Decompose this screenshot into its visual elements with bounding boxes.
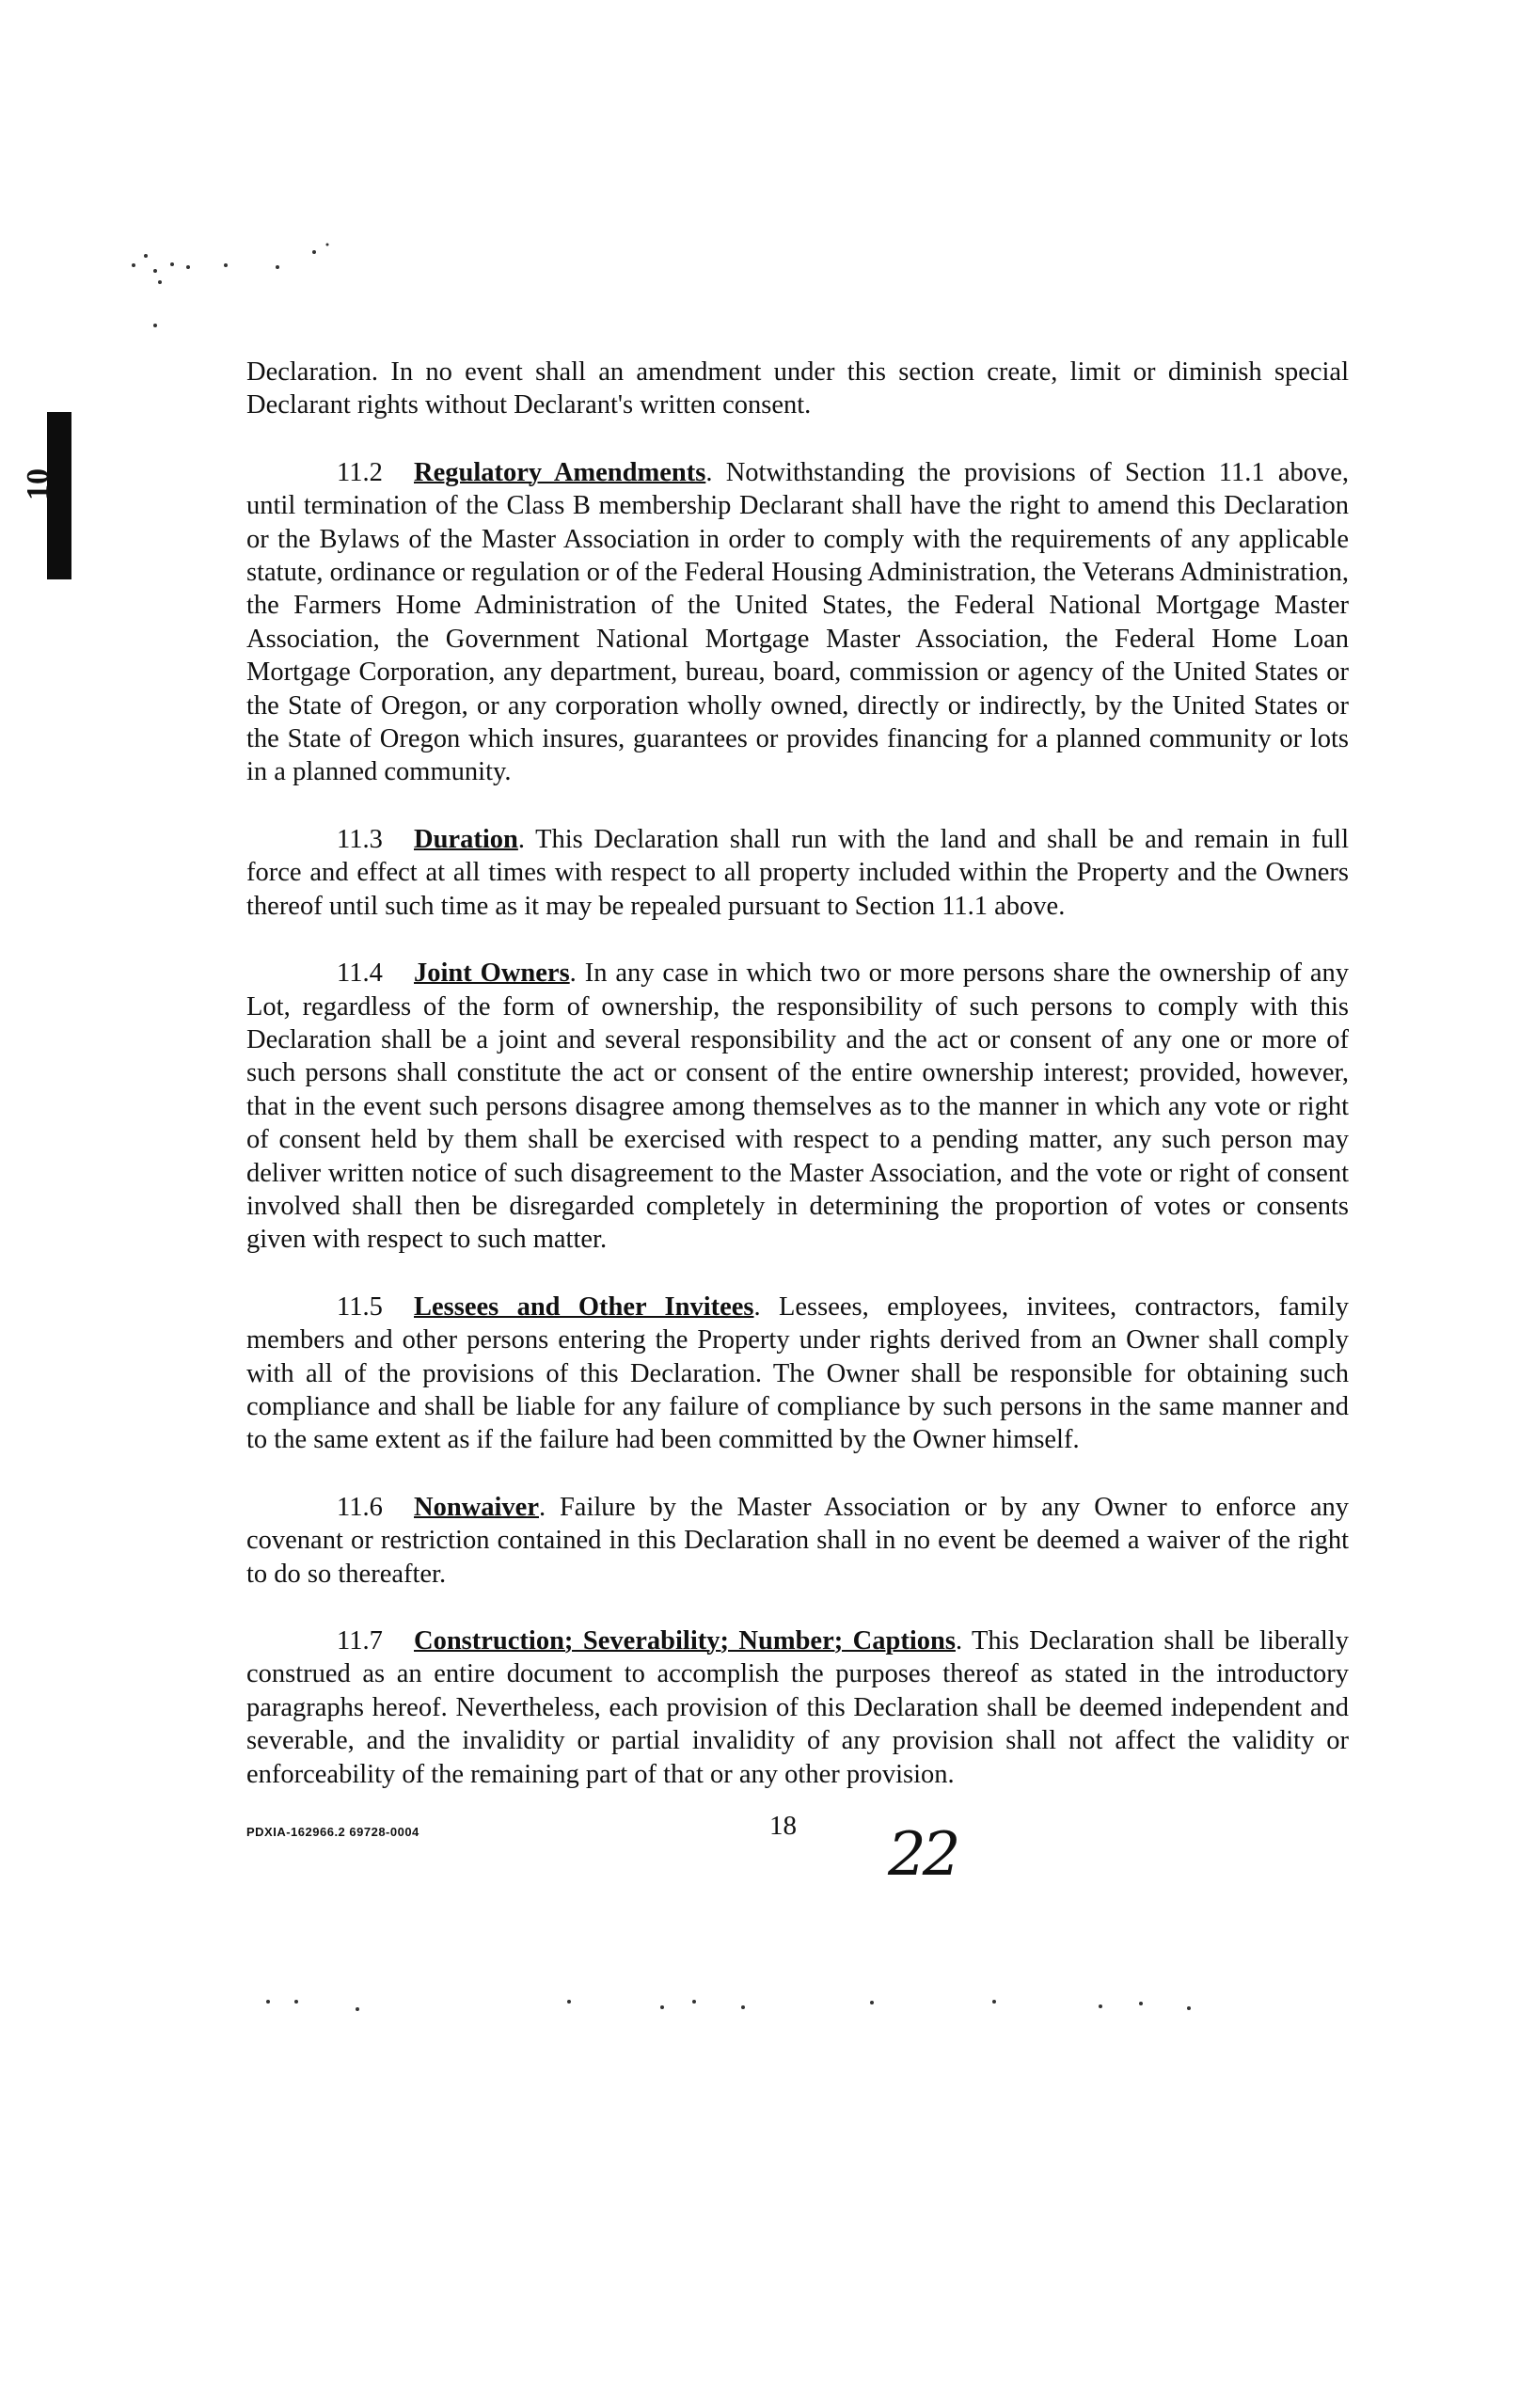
section-heading: Construction; Severability; Number; Captions (414, 1626, 956, 1656)
section-number: 11.7 (337, 1626, 383, 1656)
document-body (246, 356, 1349, 1825)
section-number: 11.6 (337, 1492, 383, 1522)
section-number: 11.5 (337, 1291, 383, 1322)
section-text: . This Declaration shall run with the land and shall be and remain in full force and effect at all times with respect to all property included within the Property and the Owners thereof until such time as it may be repealed pursuant to Section 11.1 above. (246, 824, 1349, 921)
section-11-6 (246, 1491, 1349, 1591)
section-11-4 (246, 957, 1349, 1257)
section-heading: Nonwaiver (414, 1492, 539, 1522)
section-heading: Lessees and Other Invitees (414, 1291, 754, 1322)
document-code: PDXIA-162966.2 69728-0004 (246, 1825, 419, 1839)
section-number: 11.3 (337, 824, 383, 854)
handwritten-page-number: 22 (888, 1820, 957, 1890)
section-text: . This Declaration shall be liberally construed as an entire document to accomplish the purposes thereof as stated in the introductory paragraphs hereof. Nevertheless, each provision of this Declaration shall be deemed independent and severable, and the invalidity or partial invalidity of any provision shall not affect the validity or enforceability of the remaining part of that or any other provision. (246, 1626, 1349, 1789)
section-text: . Notwithstanding the provisions of Section 11.1 above, until termination of the Class B membership Declarant shall have the right to amend this Declaration or the Bylaws of the Master Association in order to comply with the requirements of any applicable statute, ordinance or regulation or of the Federal Housing Administration, the Veterans Administration, the Farmers Home Administration of the United States, the Federal National Mortgage Master Association, the Government National Mortgage Master Association, the Federal Home Loan Mortgage Corporation, any department, bureau, board, commission or agency of the United States or the State of Oregon, or any corporation wholly owned, directly or indirectly, by the United States or the State of Oregon which insures, guarantees or provides financing for a planned community or lots in a planned community. (246, 457, 1349, 787)
section-heading: Joint Owners (414, 958, 570, 989)
section-number: 11.2 (337, 457, 383, 487)
page-number: 18 (769, 1811, 797, 1841)
section-heading: Duration (414, 824, 518, 854)
section-11-2 (246, 456, 1349, 789)
section-number: 11.4 (337, 958, 383, 989)
section-text: . In any case in which two or more persons share the ownership of any Lot, regardless of the form of ownership, the responsibility of such persons to comply with this Declaration shall be a joint and several responsibility and the act or consent of any one or more of such persons shall constitute the act or consent of the entire ownership interest; provided, however, that in the event such persons disagree among themselves as to the manner in which any vote or right of consent held by them shall be exercised with respect to a pending matter, any such person may deliver written notice of such disagreement to the Master Association, and the vote or right of consent involved shall then be disregarded completely in determining the proportion of votes or consents given with respect to such matter. (246, 958, 1349, 1255)
section-text: . Failure by the Master Association or by any Owner to enforce any covenant or restriction contained in this Declaration shall in no event be deemed a waiver of the right to do so thereafter. (246, 1492, 1349, 1589)
section-text: . Lessees, employees, invitees, contractors, family members and other persons entering the Property under rights derived from an Owner shall comply with all of the provisions of this Declaration. The Owner shall be responsible for obtaining such compliance and shall be liable for any failure of compliance by such persons in the same manner and to the same extent as if the failure had been committed by the Owner himself. (246, 1291, 1349, 1455)
section-11-5 (246, 1291, 1349, 1457)
side-number: 10 (21, 468, 55, 500)
section-11-3 (246, 823, 1349, 923)
section-heading: Regulatory Amendments (414, 457, 706, 487)
intro-paragraph: Declaration. In no event shall an amendment under this section create, limit or diminish special Declarant rights without Declarant's written consent. (246, 357, 1349, 420)
section-11-7 (246, 1624, 1349, 1791)
